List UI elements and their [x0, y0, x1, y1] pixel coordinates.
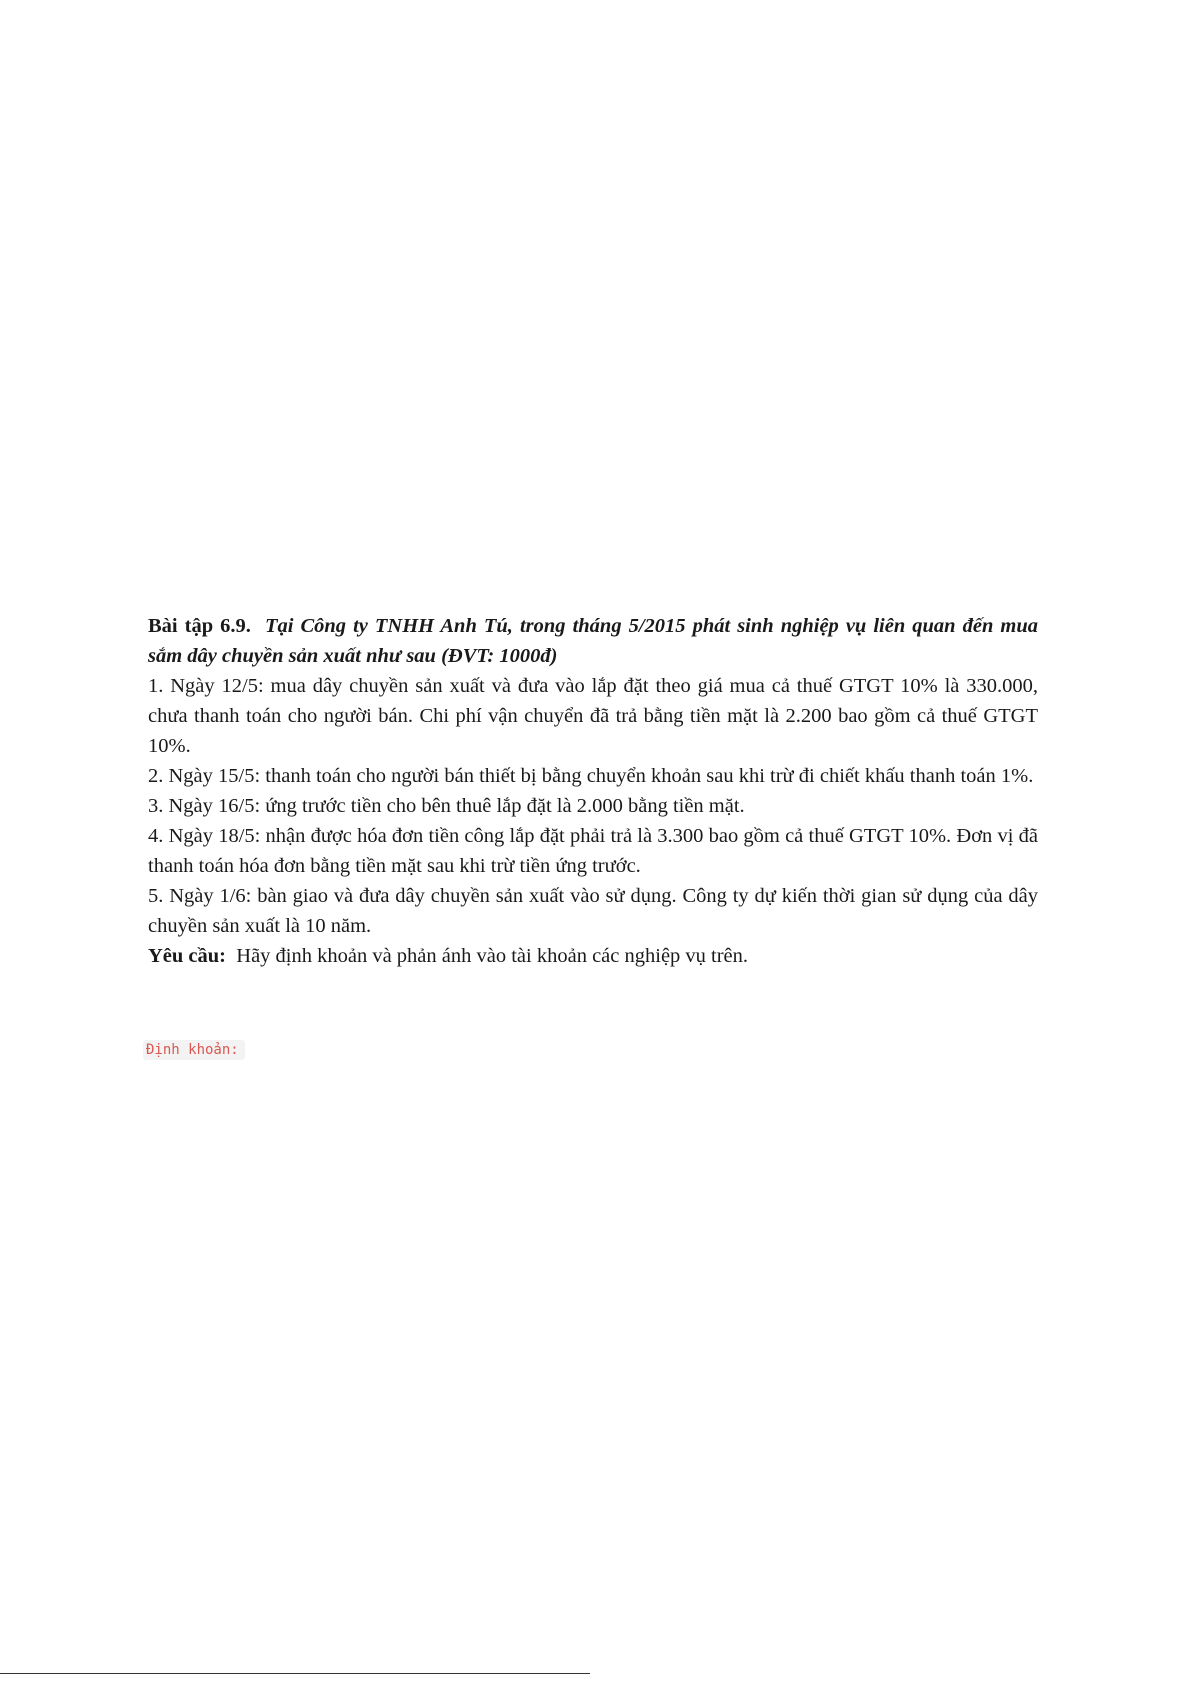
footer-divider	[0, 1673, 590, 1674]
exercise-description: Tại Công ty TNHH Anh Tú, trong tháng 5/2015 phát sinh nghiệp vụ liên quan đến mua sắm dây chuyền sản xuất như sau (ĐVT: 1000đ)	[148, 615, 1038, 667]
exercise-title	[148, 611, 1038, 671]
answer-label: Định khoản:	[143, 1040, 245, 1060]
exercise-item-5: 5. Ngày 1/6: bàn giao và đưa dây chuyền sản xuất vào sử dụng. Công ty dự kiến thời gian sử dụng của dây chuyền sản xuất là 10 năm.	[148, 885, 1038, 937]
exercise-item-3: 3. Ngày 16/5: ứng trước tiền cho bên thuê lắp đặt là 2.000 bằng tiền mặt.	[148, 795, 745, 817]
exercise-block	[148, 611, 1038, 971]
exercise-item-2: 2. Ngày 15/5: thanh toán cho người bán thiết bị bằng chuyển khoản sau khi trừ đi chiết khấu thanh toán 1%.	[148, 765, 1034, 787]
exercise-item-1: 1. Ngày 12/5: mua dây chuyền sản xuất và đưa vào lắp đặt theo giá mua cả thuế GTGT 10% là 330.000, chưa thanh toán cho người bán. Chi phí vận chuyển đã trả bằng tiền mặt là 2.200 bao gồm cả thuế GTGT 10%.	[148, 675, 1038, 757]
exercise-requirement	[148, 941, 1038, 971]
requirement-label: Yêu cầu:	[148, 945, 227, 967]
exercise-item-4: 4. Ngày 18/5: nhận được hóa đơn tiền công lắp đặt phải trả là 3.300 bao gồm cả thuế GTGT 10%. Đơn vị đã thanh toán hóa đơn bằng tiền mặt sau khi trừ tiền ứng trước.	[148, 825, 1038, 877]
exercise-number: Bài tập 6.9.	[148, 615, 251, 637]
requirement-text: Hãy định khoản và phản ánh vào tài khoản các nghiệp vụ trên.	[236, 945, 749, 967]
